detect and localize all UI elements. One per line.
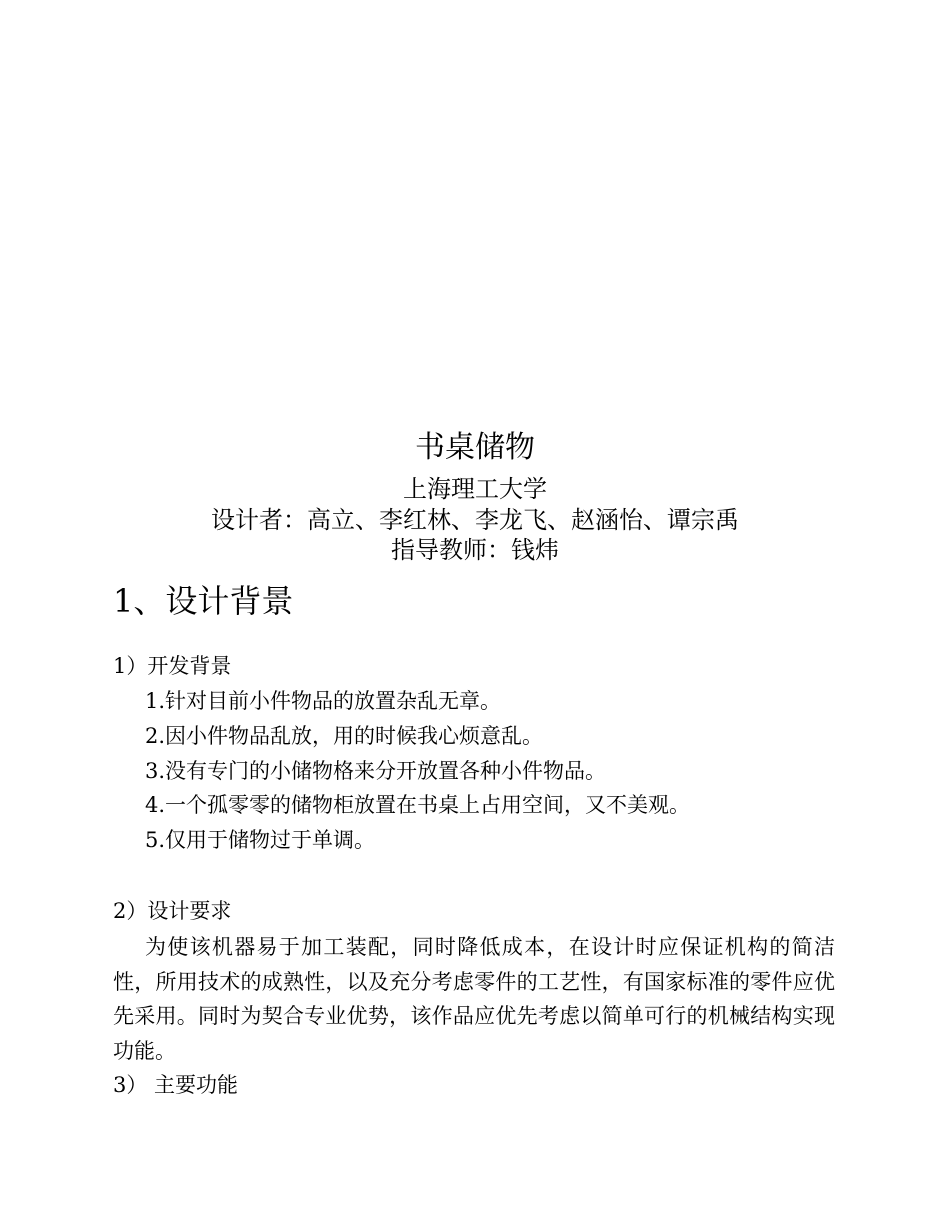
document-title: 书桌储物 xyxy=(415,430,535,465)
designers-line: 设计者：高立、李红林、李龙飞、赵涵怡、谭宗禹 xyxy=(211,506,739,534)
subheading-design-requirements: 2）设计要求 xyxy=(113,899,232,923)
list-item: 2.因小件物品乱放，用的时候我心烦意乱。 xyxy=(145,724,544,748)
requirements-paragraph: 为使该机器易于加工装配，同时降低成本，在设计时应保证机构的简洁性，所用技术的成熟性，以及充分考虑零件的工艺性，有国家标准的零件应优先采用。同时为契合专业优势，该作品应优先考虑以简单可行的机械结构实现功能。 xyxy=(113,935,835,1063)
advisor-line: 指导教师：钱炜 xyxy=(391,536,559,564)
subheading-main-functions: 3） 主要功能 xyxy=(113,1073,239,1097)
list-item: 3.没有专门的小储物格来分开放置各种小件物品。 xyxy=(145,759,607,783)
section-heading-design-background: 1、设计背景 xyxy=(113,582,294,620)
list-item: 4.一个孤零零的储物柜放置在书桌上占用空间，又不美观。 xyxy=(145,793,691,817)
school-name: 上海理工大学 xyxy=(403,475,547,503)
list-item: 1.针对目前小件物品的放置杂乱无章。 xyxy=(145,689,502,713)
list-item: 5.仅用于储物过于单调。 xyxy=(145,828,376,852)
subheading-development-background: 1）开发背景 xyxy=(113,654,232,678)
